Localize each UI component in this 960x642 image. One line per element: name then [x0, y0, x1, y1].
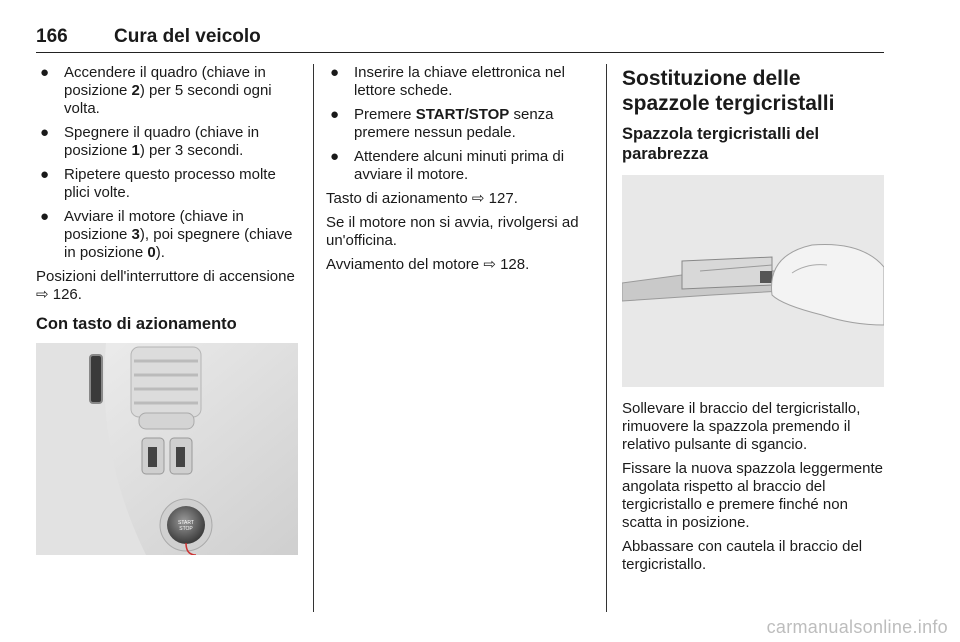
- bullet-icon: ●: [330, 64, 340, 81]
- start-label: START: [178, 520, 194, 526]
- ref-page[interactable]: 128.: [500, 256, 530, 273]
- column-3: [622, 66, 884, 172]
- bullet-icon: ●: [40, 64, 50, 81]
- cross-reference: Tasto di azionamento ⇨ 127.: [326, 190, 518, 207]
- list-item: ● Ripetere questo processo molte plici volte.: [40, 166, 276, 201]
- paragraph: Se il motore non si avvia, rivolgersi ad un'officina.: [326, 214, 579, 249]
- chapter-title: Cura del veicolo: [114, 26, 261, 47]
- bullet-icon: ●: [330, 106, 340, 123]
- column-divider: [313, 64, 314, 612]
- section-heading: Sostituzione delle spazzole tergicristalli: [622, 67, 835, 115]
- bullet-icon: ●: [330, 148, 340, 165]
- page-number: 166: [36, 26, 68, 47]
- cross-reference: Avviamento del motore ⇨ 128.: [326, 256, 530, 273]
- bullet-icon: ●: [40, 166, 50, 183]
- list-item: ● Attendere alcuni minuti prima di avviare il motore.: [330, 148, 565, 183]
- subheading: Con tasto di azionamento: [36, 315, 237, 333]
- bullet-icon: ●: [40, 124, 50, 141]
- column-1: [36, 64, 298, 340]
- page-header: [36, 26, 884, 53]
- steps-list: [326, 64, 592, 184]
- ref-page[interactable]: 127.: [488, 190, 518, 207]
- stop-label: STOP: [179, 526, 193, 532]
- page-ref-arrow-icon: ⇨: [36, 286, 49, 303]
- paragraph: Abbassare con cautela il braccio del tergicristallo.: [622, 538, 863, 573]
- column-2: [326, 64, 592, 280]
- column-divider: [606, 64, 607, 612]
- bullet-icon: ●: [40, 208, 50, 225]
- start-button-illustration: [36, 343, 298, 555]
- list-item: ● Avviare il motore (chiave in posizione 3), poi spegnere (chiave in posizione 0).: [40, 208, 293, 261]
- paragraph: Sollevare il braccio del tergicristallo, rimuovere la spazzola premendo il relativo pulsante di sgancio.: [622, 400, 861, 453]
- watermark: carmanualsonline.info: [766, 617, 948, 637]
- cross-reference: Posizioni dell'interruttore di accensione ⇨ 126.: [36, 268, 295, 303]
- paragraph: Fissare la nuova spazzola leggermente angolata rispetto al braccio del tergicristallo e premere finché non scatta in posizione.: [622, 460, 883, 531]
- subheading: Spazzola tergicristalli del parabrezza: [622, 125, 820, 163]
- ref-page[interactable]: 126.: [52, 286, 82, 303]
- list-item: ● Inserire la chiave elettronica nel lettore schede.: [330, 64, 565, 99]
- steps-list: [36, 64, 298, 262]
- wiper-blade-illustration: [622, 175, 884, 387]
- page-ref-arrow-icon: ⇨: [483, 256, 496, 273]
- page-ref-arrow-icon: ⇨: [471, 190, 485, 207]
- list-item: ● Spegnere il quadro (chiave in posizione 1) per 3 secondi.: [40, 124, 260, 159]
- column-3-text: [622, 400, 884, 580]
- list-item: ● Accendere il quadro (chiave in posizione 2) per 5 secondi ogni volta.: [40, 64, 272, 117]
- list-item: ● Premere START/STOP senza premere nessun pedale.: [330, 106, 554, 141]
